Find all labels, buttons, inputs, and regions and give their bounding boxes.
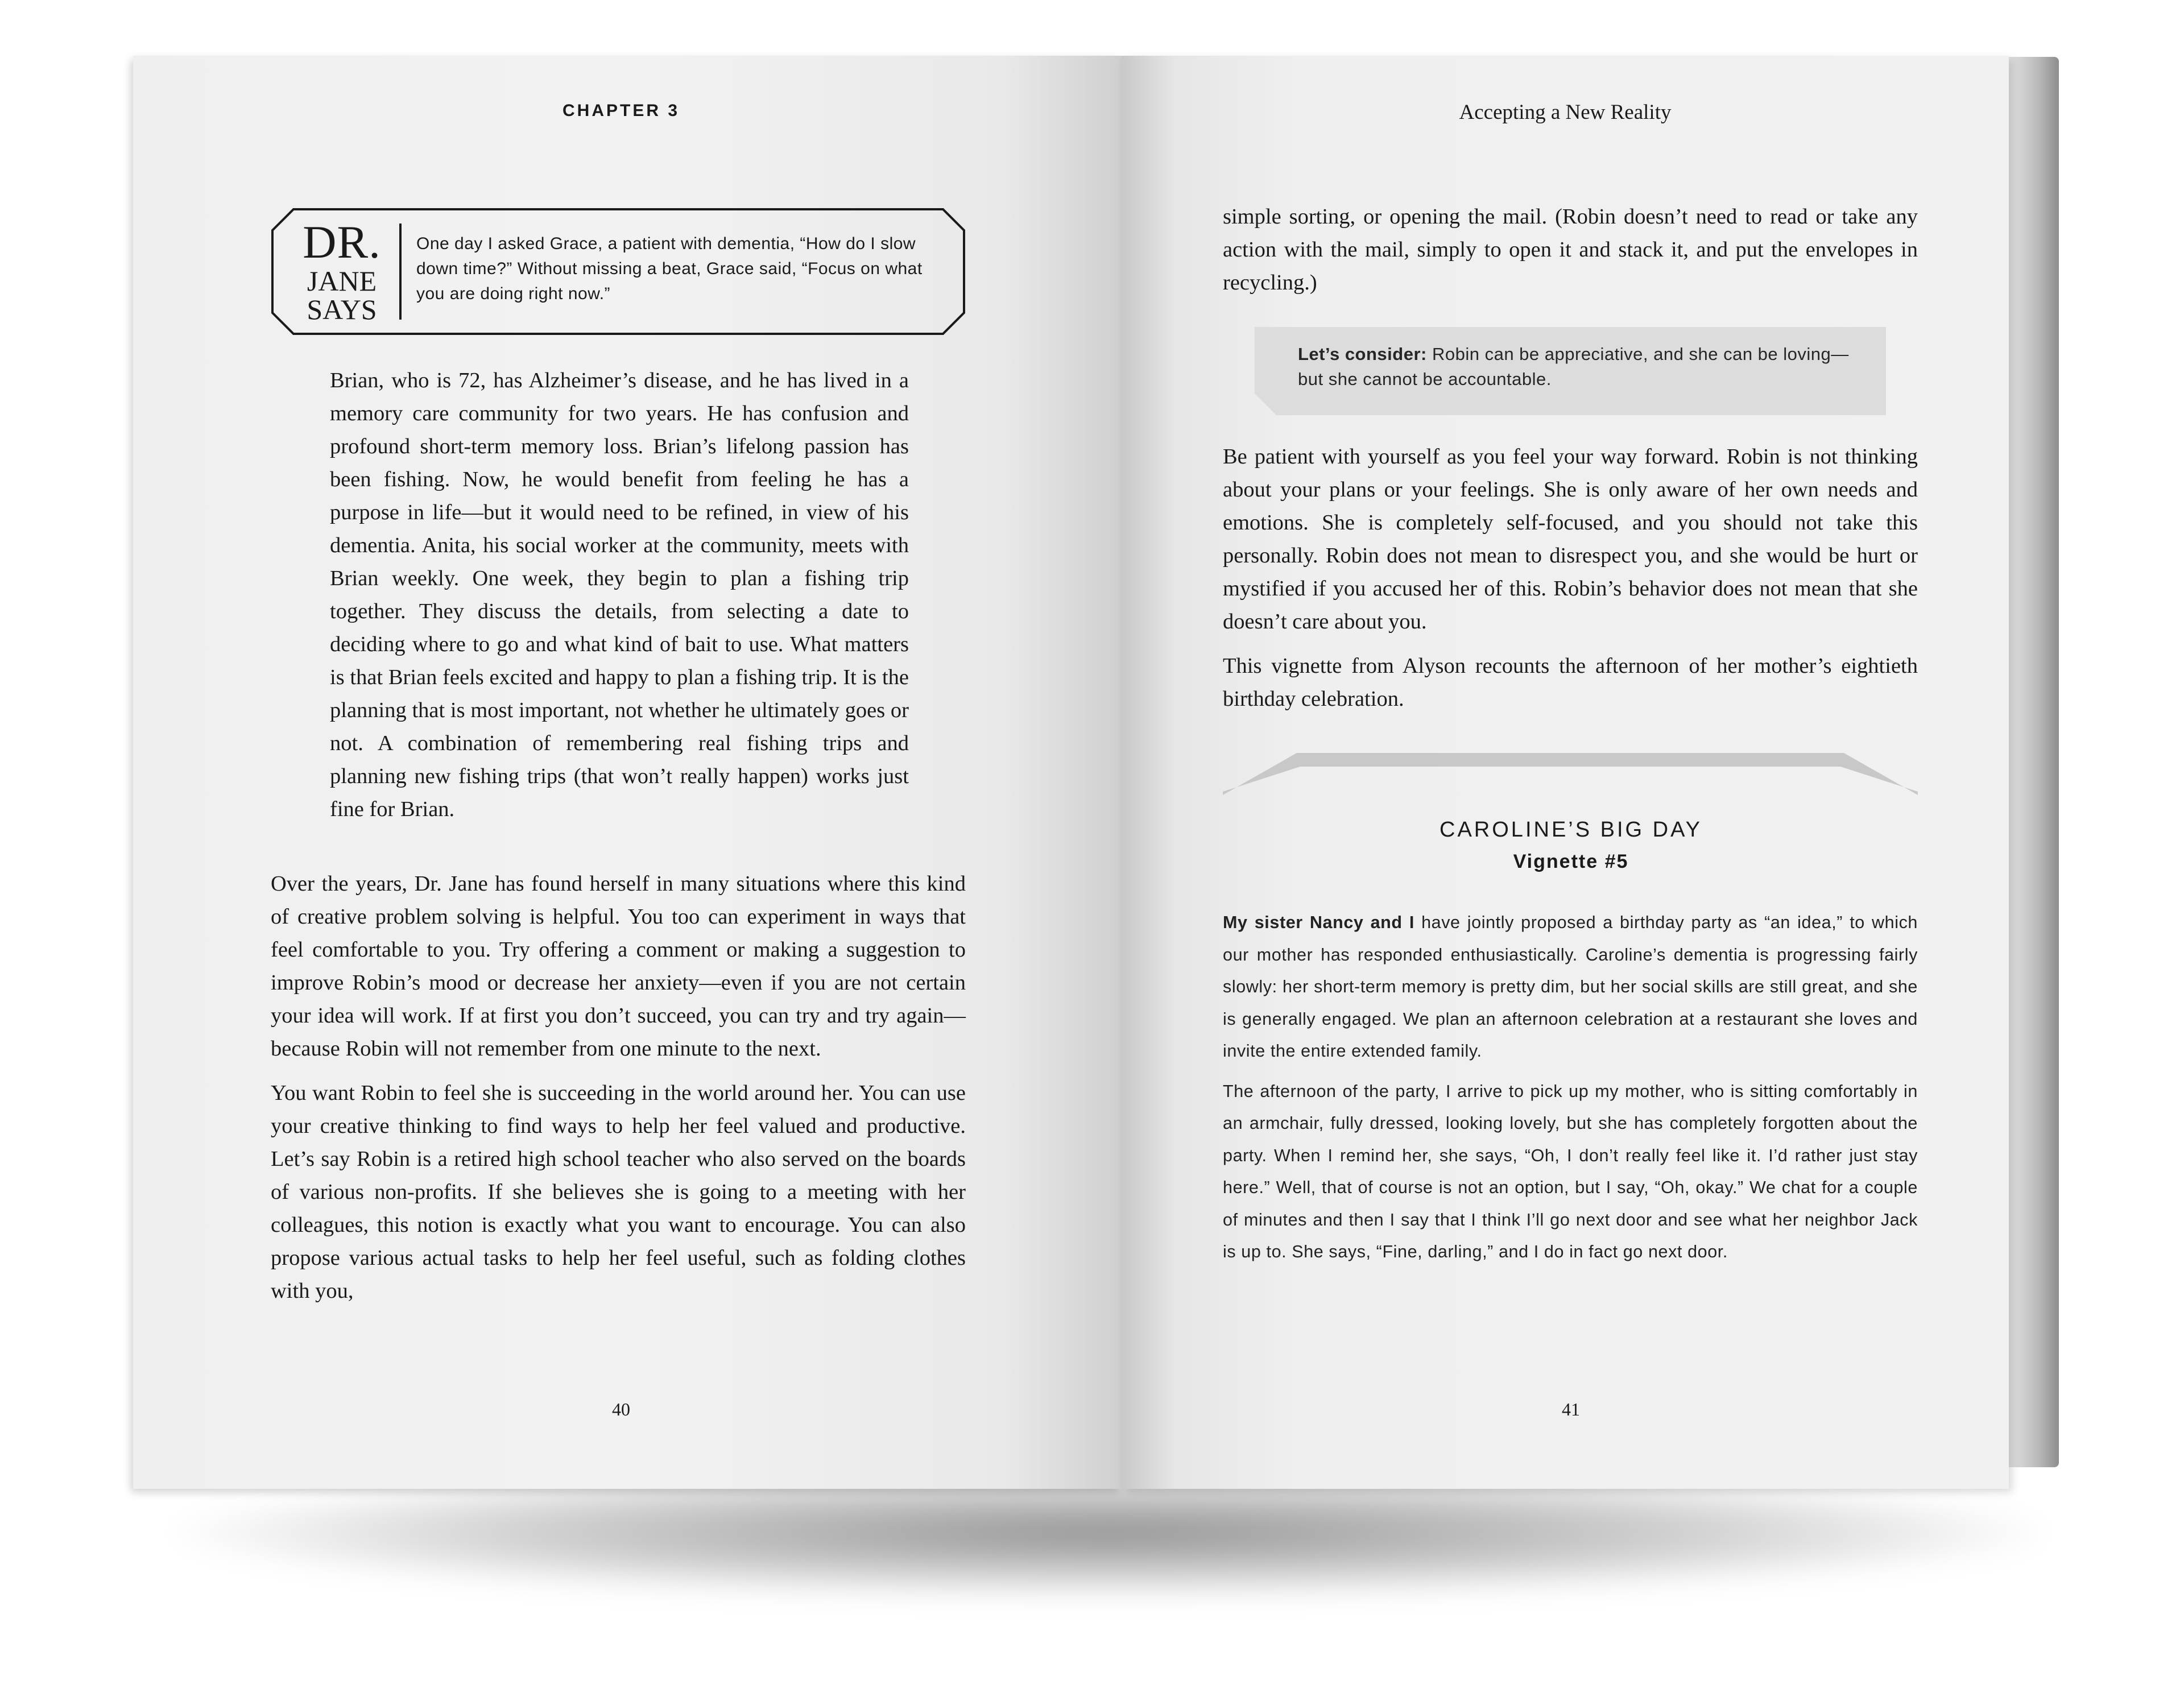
running-head-chapter: CHAPTER 3 xyxy=(562,101,680,120)
page-edges xyxy=(2008,57,2059,1467)
lets-consider-box xyxy=(1255,327,1886,415)
vignette-paragraph: The afternoon of the party, I arrive to pick up my mother, who is sitting comfortably in an armchair, fully dressed, looking lovely, but she has completely forgotten about the party. When I remind her, she says, “Oh, I don’t really feel like it. I’d rather just stay here.” Well, that of course is not an option, but I say, “Oh, okay.” We chat for a couple of minutes and then I say that I think I’ll go next door and see what her neighbor Jack is up to. She says, “Fine, darling,” and I do in fact go next door. xyxy=(1223,1081,1918,1261)
vignette-lead: My sister Nancy and I xyxy=(1223,913,1414,932)
right-body-text xyxy=(1223,440,1918,727)
paragraph: Be patient with yourself as you feel your way forward. Robin is not thinking about your plans or your feelings. She is only aware of her own needs and emotions. She is completely self-focused, and you should not take this personally. Robin does not mean to disrespect you, and she would be hurt or mystified if you accused her of this. Robin’s behavior does not mean that she doesn’t care about you. xyxy=(1223,445,1918,634)
vignette-lead-rest: have jointly proposed a birthday party as “an idea,” to which our mother has responded enthusiastically. Caroline’s dementia is progressing fairly slowly: her short-term memory is pretty dim, but her social skills are still great, and she is generally engaged. We plan an afternoon celebration at a restaurant she loves and invite the entire extended family. xyxy=(1223,913,1918,1061)
badge-says: SAYS xyxy=(307,293,377,325)
indented-example xyxy=(330,364,909,837)
consider-text xyxy=(1298,342,1855,392)
vignette-title: CAROLINE’S BIG DAY xyxy=(1440,818,1702,842)
left-body-text xyxy=(271,867,966,1319)
badge-dr: DR. xyxy=(303,216,381,268)
page-number-right: 41 xyxy=(1562,1399,1580,1419)
paragraph: simple sorting, or opening the mail. (Robin doesn’t need to read or take any action with the mail, simply to open it and stack it, and put the envelopes in recycling.) xyxy=(1223,205,1918,295)
paragraph: This vignette from Alyson recounts the afternoon of her mother’s eightieth birthday celebration. xyxy=(1223,654,1918,711)
consider-body: Robin can be appreciative, and she can be loving—but she cannot be accountable. xyxy=(1298,344,1849,389)
paragraph: Over the years, Dr. Jane has found herself in many situations where this kind of creative problem solving is helpful. You too can experiment in ways that feel comfortable to you. Try offering a comment or making a suggestion to improve Robin’s mood or decrease her anxiety—even if you are not certain your idea will work. If at first you don’t succeed, you can try and try again—because Robin will not remember from one minute to the next. xyxy=(271,872,966,1061)
vignette-subtitle: Vignette #5 xyxy=(1513,851,1629,872)
consider-label: Let’s consider: xyxy=(1298,344,1427,364)
vignette-paragraph xyxy=(1223,906,1918,1067)
brian-paragraph: Brian, who is 72, has Alzheimer’s disease, and he has lived in a memory care community for two years. He has confusion and profound short-term memory loss. Brian’s lifelong passion has been fishing. Now, he would benefit from feeling he has a purpose in life—but it would need to be refined, in view of his dementia. Anita, his social worker at the community, meets with Brian weekly. One week, they begin to plan a fishing trip together. They discuss the details, from selecting a date to deciding where to go and what kind of bait to use. What matters is that Brian feels excited and happy to plan a fishing trip. It is the planning that is most important, not whether he ultimately goes or not. A combination of remembering real fishing trips and planning new fishing trips (that won’t really happen) works just fine for Brian. xyxy=(330,369,909,821)
dr-jane-says-callout xyxy=(271,208,966,336)
page-number-left: 40 xyxy=(612,1399,630,1419)
dr-jane-says-badge xyxy=(299,216,384,325)
vignette-text xyxy=(1223,906,1918,1276)
vignette-divider xyxy=(1223,750,1918,795)
callout-quote: One day I asked Grace, a patient with dementia, “How do I slow down time?” Without missing a beat, Grace said, “Focus on what you are doing right now.” xyxy=(416,234,923,303)
right-top-text xyxy=(1223,200,1918,311)
badge-jane: JANE xyxy=(307,265,377,297)
paragraph: You want Robin to feel she is succeeding in the world around her. You can use your creative thinking to find ways to help her feel valued and productive. Let’s say Robin is a retired high school teacher who also served on the boards of various non-profits. If she believes she is going to a meeting with her colleagues, this notion is exactly what you want to encourage. You can also propose various actual tasks to help her feel useful, such as folding clothes with you, xyxy=(271,1081,966,1303)
running-head-title: Accepting a New Reality xyxy=(1459,101,1672,124)
